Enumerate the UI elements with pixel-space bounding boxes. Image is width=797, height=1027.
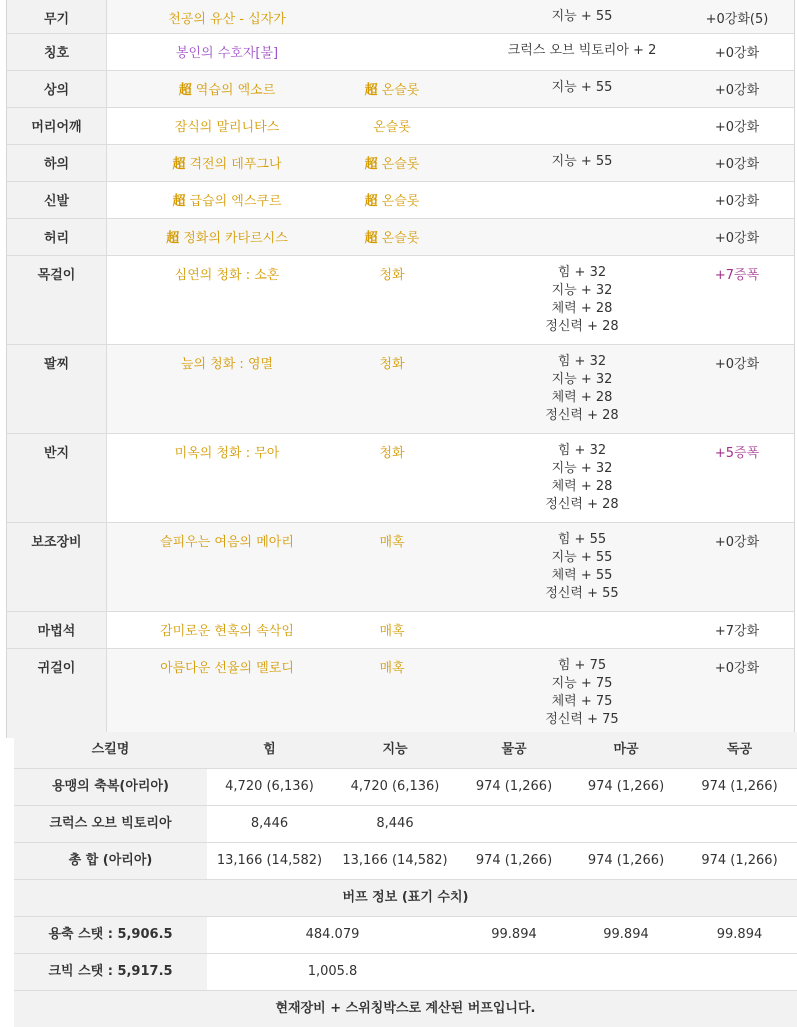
emblem-text: 온슬롯 [381,194,420,209]
stat-line: 정신력 + 75 [545,712,619,727]
value-cell: 974 (1,266) [570,769,682,805]
buff-table [14,732,797,1024]
slot-label: 허리 [7,219,107,255]
value-cell: 8,446 [332,806,458,842]
value-cell [458,806,570,842]
slot-label: 귀걸이 [7,649,107,738]
enhance-level: +0강화 [714,157,760,172]
stat-line: 지능 + 32 [551,461,613,476]
enhance-level: +0강화 [714,194,760,209]
emblem-text: 매혹 [379,535,405,550]
item-name-text: 아름다운 선율의 멜로디 [160,661,294,676]
emblem-label [347,531,437,550]
info-title: 버프 정보 (표기 수치) [342,890,469,905]
equipment-row [7,219,794,256]
value-cell: 974 (1,266) [682,769,797,805]
emblem-text: 온슬롯 [381,157,420,172]
emblem-text: 매혹 [379,624,405,639]
stat-line: 지능 + 75 [551,676,613,691]
stat-line: 체력 + 28 [551,390,613,405]
slot-label: 마법석 [7,612,107,648]
stat-extra-value [570,954,682,990]
enhance-level: +0강화 [714,46,760,61]
equipment-row [7,145,794,182]
slot-label: 팔찌 [7,345,107,433]
item-name-link[interactable] [107,42,347,61]
value-cell: 4,720 (6,136) [207,769,332,805]
enhance-level: +5증폭 [714,446,760,461]
emblem-label [347,190,437,209]
slot-label: 상의 [7,71,107,107]
equipment-row [7,523,794,612]
enhance-level: +0강화 [714,83,760,98]
value-cell: 974 (1,266) [682,843,797,879]
stat-line: 힘 + 32 [557,443,607,458]
value-cell [570,806,682,842]
super-badge: 超 [364,157,378,172]
enhance-level: +0강화 [714,231,760,246]
enhance-level: +0강화 [714,661,760,676]
stat-line: 체력 + 28 [551,479,613,494]
value-cell: 974 (1,266) [458,769,570,805]
stat-row [14,917,797,954]
stat-label: 크빅 스탯 : 5,917.5 [14,954,207,990]
buff-row [14,769,797,806]
equipment-row [7,182,794,219]
item-name-link[interactable] [107,442,347,461]
equipment-row [7,256,794,345]
item-name-text: 정화의 카타르시스 [183,231,288,246]
emblem-text: 매혹 [379,661,405,676]
slot-label: 신발 [7,182,107,218]
item-name-link[interactable] [107,116,347,135]
item-name-link[interactable] [107,264,347,283]
slot-label: 무기 [7,0,107,33]
item-name-link[interactable] [107,8,347,27]
buff-row [14,806,797,843]
stat-line: 정신력 + 28 [545,408,619,423]
emblem-label [347,353,437,372]
stat-row [14,954,797,991]
equipment-row [7,649,794,738]
item-name-text: 봉인의 수호자[불] [175,46,279,61]
enhance-level: +7증폭 [714,268,760,283]
item-stats [487,153,677,171]
item-name-text: 격전의 데푸그나 [189,157,282,172]
buff-row [14,843,797,880]
stat-line: 지능 + 55 [551,9,613,24]
item-name-text: 심연의 청화 : 소혼 [174,268,280,283]
item-stats [487,264,677,336]
emblem-label [347,79,437,98]
stat-extra-value [458,954,570,990]
stat-main-value: 484.079 [207,917,458,953]
super-badge: 超 [364,231,378,246]
item-name-link[interactable] [107,227,347,246]
super-badge: 超 [178,83,192,98]
item-name-link[interactable] [107,620,347,639]
enhance-level: +0강화(5) [705,12,769,27]
super-badge: 超 [364,83,378,98]
enhance-level: +0강화 [714,120,760,135]
equipment-table [6,0,795,738]
emblem-label [347,620,437,639]
item-name-text: 역습의 엑소르 [195,83,276,98]
item-name-link[interactable] [107,190,347,209]
emblem-text: 청화 [379,357,405,372]
stat-label: 용축 스탯 : 5,906.5 [14,917,207,953]
footer-note: 현재장비 + 스위칭박스로 계산된 버프입니다. [275,1001,536,1016]
row-label: 총 합 (아리아) [14,843,207,879]
super-badge: 超 [166,231,180,246]
stat-line: 크럭스 오브 빅토리아 + 2 [507,43,657,58]
item-name-text: 잠식의 말리니타스 [174,120,280,135]
super-badge: 超 [364,194,378,209]
stat-extra-value: 99.894 [570,917,682,953]
stat-line: 지능 + 55 [551,80,613,95]
value-cell: 13,166 (14,582) [207,843,332,879]
stat-extra-value: 99.894 [458,917,570,953]
equipment-row [7,612,794,649]
emblem-label [347,442,437,461]
stat-line: 힘 + 75 [557,658,607,673]
item-stats [487,442,677,514]
item-stats [487,531,677,603]
item-stats [487,42,677,60]
emblem-text: 온슬롯 [381,231,420,246]
value-cell: 974 (1,266) [458,843,570,879]
stat-line: 지능 + 55 [551,154,613,169]
value-cell: 8,446 [207,806,332,842]
emblem-label [347,264,437,283]
stat-line: 힘 + 32 [557,354,607,369]
buff-footer-row [14,991,797,1027]
super-badge: 超 [172,157,186,172]
emblem-text: 청화 [379,268,405,283]
stat-line: 체력 + 28 [551,301,613,316]
enhance-level: +7강화 [714,624,760,639]
item-name-text: 슬피우는 여음의 메아리 [160,535,294,550]
emblem-label [347,657,437,676]
value-cell: 13,166 (14,582) [332,843,458,879]
column-header: 힘 [263,742,276,757]
slot-label: 머리어깨 [7,108,107,144]
equipment-row [7,71,794,108]
value-cell: 4,720 (6,136) [332,769,458,805]
item-name-text: 천공의 유산 - 십자가 [168,12,286,27]
emblem-text: 온슬롯 [373,120,411,135]
buff-info-title-row [14,880,797,917]
item-name-link[interactable] [107,79,347,98]
stat-line: 정신력 + 28 [545,319,619,334]
stat-line: 체력 + 55 [551,568,613,583]
slot-label: 하의 [7,145,107,181]
item-stats [487,79,677,97]
value-cell [682,806,797,842]
equipment-row [7,434,794,523]
equipment-row [7,0,794,34]
stat-line: 정신력 + 55 [545,586,619,601]
stat-line: 지능 + 32 [551,283,613,298]
equipment-row [7,108,794,145]
item-stats [487,657,677,729]
enhance-level: +0강화 [714,357,760,372]
stat-line: 힘 + 55 [557,532,607,547]
item-name-text: 늪의 청화 : 영멸 [180,357,274,372]
stat-extra-value: 99.894 [682,917,797,953]
column-header: 독공 [726,742,753,757]
slot-label: 목걸이 [7,256,107,344]
item-name-link[interactable] [107,153,347,172]
emblem-label [347,153,437,172]
emblem-label [347,116,437,135]
item-name-link[interactable] [107,353,347,372]
stat-main-value: 1,005.8 [207,954,458,990]
item-stats [487,8,677,26]
item-name-text: 감미로운 현혹의 속삭임 [160,624,294,639]
column-header: 마공 [613,742,639,757]
row-label: 크럭스 오브 빅토리아 [14,806,207,842]
item-name-text: 급습의 엑스쿠르 [189,194,282,209]
stat-line: 지능 + 32 [551,372,613,387]
stat-line: 힘 + 32 [557,265,607,280]
stat-extra-value [682,954,797,990]
emblem-text: 청화 [379,446,405,461]
column-header: 지능 [382,742,408,757]
slot-label: 반지 [7,434,107,522]
super-badge: 超 [172,194,186,209]
equipment-row [7,345,794,434]
value-cell: 974 (1,266) [570,843,682,879]
slot-label: 보조장비 [7,523,107,611]
column-header: 물공 [501,742,527,757]
emblem-label [347,227,437,246]
item-name-text: 미옥의 청화 : 무아 [174,446,280,461]
stat-line: 정신력 + 28 [545,497,619,512]
item-name-link[interactable] [107,531,347,550]
item-name-link[interactable] [107,657,347,676]
stat-line: 지능 + 55 [551,550,613,565]
equipment-row [7,34,794,71]
row-label: 용맹의 축복(아리아) [14,769,207,805]
emblem-text: 온슬롯 [381,83,420,98]
column-header: 스킬명 [91,742,130,757]
slot-label: 칭호 [7,34,107,70]
stat-line: 체력 + 75 [551,694,613,709]
item-stats [487,353,677,425]
buff-header-row [14,732,797,769]
enhance-level: +0강화 [714,535,760,550]
